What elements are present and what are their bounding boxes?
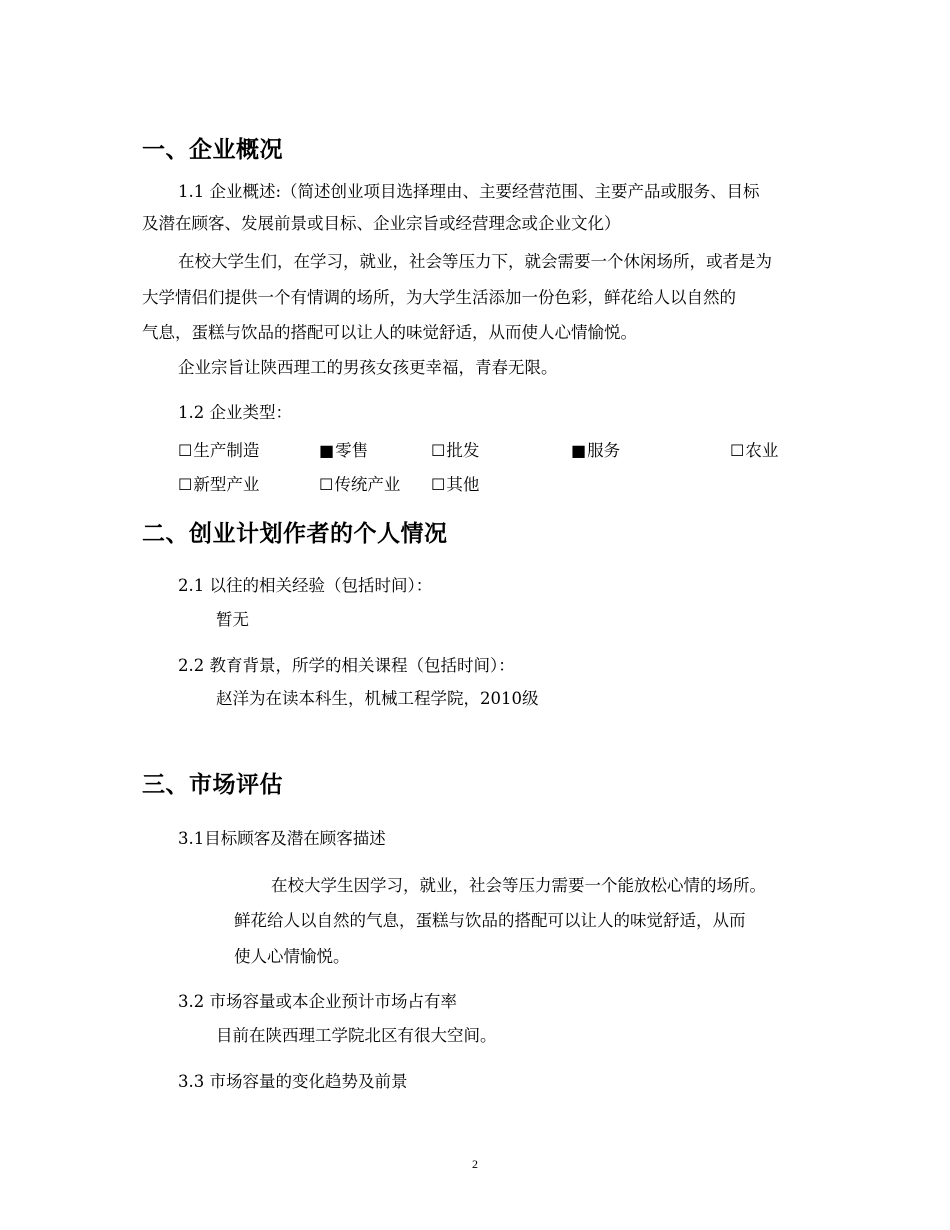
checkbox-checked-icon[interactable]: ■ xyxy=(319,441,335,460)
type-option[interactable] xyxy=(730,437,778,461)
section-2-title: 二、创业计划作者的个人情况 xyxy=(142,521,448,547)
experience-value: 暂无 xyxy=(216,610,249,629)
target-customer-line-3: 使人心情愉悦。 xyxy=(234,947,350,966)
checkbox-icon[interactable]: ☐ xyxy=(431,475,446,494)
paragraph-1-line-1: 在校大学生们，在学习，就业，社会等压力下，就会需要一个休闲场所，或者是为 xyxy=(178,252,772,271)
type-option-label: 服务 xyxy=(587,441,621,460)
type-option-label: 新型产业 xyxy=(193,475,260,494)
overview-label: 1.1 企业概述:（简述创业项目选择理由、主要经营范围、主要产品或服务、目标 xyxy=(178,182,760,201)
checkbox-icon[interactable]: ☐ xyxy=(178,441,193,460)
checkbox-icon[interactable]: ☐ xyxy=(730,441,745,460)
type-option[interactable] xyxy=(431,471,479,495)
type-option[interactable] xyxy=(178,471,259,495)
type-option-label: 零售 xyxy=(335,441,369,460)
type-option[interactable] xyxy=(319,437,368,461)
market-capacity-label: 3.2 市场容量或本企业预计市场占有率 xyxy=(178,992,457,1011)
target-customer-label: 3.1目标顾客及潜在顾客描述 xyxy=(178,829,386,848)
education-label: 2.2 教育背景，所学的相关课程（包括时间）： xyxy=(178,656,515,675)
type-option[interactable] xyxy=(319,471,400,495)
type-option-label: 农业 xyxy=(745,441,779,460)
checkbox-icon[interactable]: ☐ xyxy=(319,475,334,494)
type-option-label: 传统产业 xyxy=(334,475,401,494)
type-option-label: 批发 xyxy=(446,441,480,460)
market-capacity-value: 目前在陕西理工学院北区有很大空间。 xyxy=(216,1026,497,1045)
checkbox-checked-icon[interactable]: ■ xyxy=(571,441,587,460)
target-customer-line-2: 鲜花给人以自然的气息，蛋糕与饮品的搭配可以让人的味觉舒适，从而 xyxy=(234,911,746,930)
checkbox-icon[interactable]: ☐ xyxy=(431,441,446,460)
experience-label: 2.1 以往的相关经验（包括时间）： xyxy=(178,576,433,595)
education-value: 赵洋为在读本科生，机械工程学院，2010级 xyxy=(216,689,539,708)
checkbox-icon[interactable]: ☐ xyxy=(178,475,193,494)
page-number: 2 xyxy=(472,1157,478,1171)
paragraph-2: 企业宗旨让陕西理工的男孩女孩更幸福，青春无限。 xyxy=(178,358,558,377)
paragraph-1-line-3: 气息，蛋糕与饮品的搭配可以让人的味觉舒适，从而使人心情愉悦。 xyxy=(142,323,637,342)
paragraph-1-line-2: 大学情侣们提供一个有情调的场所，为大学生活添加一份色彩，鲜花给人以自然的 xyxy=(142,288,736,307)
market-trend-label: 3.3 市场容量的变化趋势及前景 xyxy=(178,1072,408,1091)
type-option-label: 其他 xyxy=(446,475,480,494)
overview-label-cont: 及潜在顾客、发展前景或目标、企业宗旨或经营理念或企业文化） xyxy=(142,214,621,233)
target-customer-line-1: 在校大学生因学习，就业，社会等压力需要一个能放松心情的场所。 xyxy=(271,876,766,895)
section-3-title: 三、市场评估 xyxy=(142,772,283,798)
type-option[interactable] xyxy=(178,437,259,461)
type-option[interactable] xyxy=(431,437,479,461)
section-1-title: 一、企业概况 xyxy=(142,137,283,163)
enterprise-type-label: 1.2 企业类型： xyxy=(178,403,292,422)
type-option-label: 生产制造 xyxy=(193,441,260,460)
type-option[interactable] xyxy=(571,437,620,461)
